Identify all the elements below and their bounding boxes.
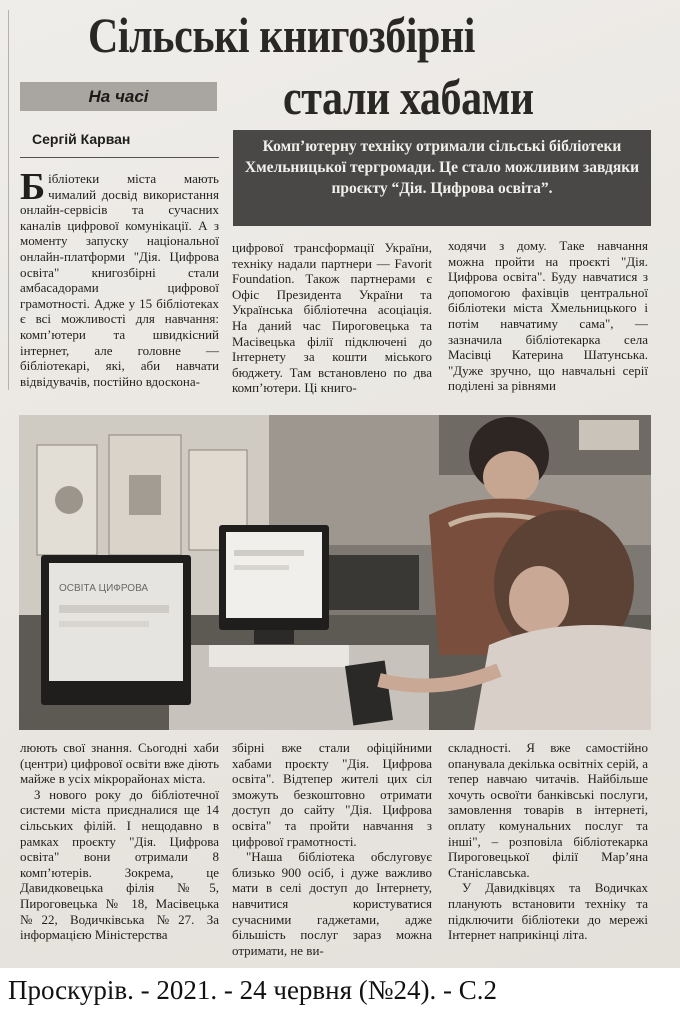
article-column-2-bottom [232,740,432,958]
article-photo [19,415,651,730]
rubric-text: На часі [88,86,149,106]
screen-text: ОСВІТА ЦИФРОВА [59,583,149,594]
column-2-bottom-p1: збірні вже стали офіційними хабами проєкту "Дія. Цифрова освіта". Відтепер жителі цих сіл зможуть безкоштовно отримати доступ до сайту "Дія. Цифрова освіта" та пройти навчання з цифрової грамотності. [232,740,432,849]
article-column-1-top [20,166,219,389]
source-citation: Проскурів. - 2021. - 24 червня (№24). - С.2 [8,975,498,1005]
article-column-3-bottom [448,740,648,943]
article-column-3-top [448,238,648,394]
column-rule [8,10,9,390]
byline-divider [20,157,219,158]
headline-line-1: Сільські книгозбірні [88,7,475,63]
column-1-bottom-p2: З нового року до бібліотечної системи міста приєдналися ще 14 сільських філій. І нещодавно в рамках проєкту "Дія. Цифрова освіта" вони отримали 8 комп’ютерів. Зокрема, це Давидковецька філія №5, Пироговецька № 18, Масівецька №22, Водичківська №27. За інформацією Міністерства [20,786,219,943]
column-1-bottom-p1: люють свої знання. Сьогодні хаби (центри) цифрової освіти вже діють майже в усіх мікрорайонах міста. [20,740,219,787]
article-column-1-bottom [20,740,219,943]
article-column-2-top [232,240,432,396]
headline-line-2: стали хабами [283,69,534,125]
column-3-bottom-p1: складності. Я вже самостійно опанувала декілька освітніх серій, а тепер навчаю читачів. Найбільше хочуть освоїти банківські послуги, замовлення товарів в інтернеті, оплату комунальних послуг та інші", – розповіла бібліотекарка Пироговецької філії Мар’яна Станіславська. [448,740,648,880]
author-byline: Сергій Карван [32,131,131,147]
column-1-top-text: ібліотеки міста мають чималий досвід використання онлайн-сервісів та сучасних каналів цифрової комунікації. А з моменту запуску національної онлайн-платформи "Дія. Цифрова освіта" книгозбірні стали амбасадорами цифрової грамотності. Адже у 15 бібліотеках є всі можливості для навчання: комп’ютери та швидкісний інтернет, але головне — бібліотекарі, які, аби навчати відвідувачів, постійно вдоскона- [20,171,219,389]
lead-box: Комп’ютерну техніку отримали сільські бібліотеки Хмельницької тергромади. Це стало можливим завдяки проєкту “Дія. Цифрова освіта”. [233,130,651,226]
column-3-top-text: ходячи з дому. Таке навчання можна пройти на проєкті "Дія. Цифрова освіта". Буду навчатися з допомогою фахівців центральної бібліотеки міста Хмельницького і потім навчатиму сама", — зазначила бібліотекарка села Масівці Катерина Шатунська. "Дуже зручно, що навчальні серії поділені за рівнями [448,238,648,394]
column-3-bottom-p2: У Давидківцях та Водичках планують встановити техніку та підключити бібліотеки до мережі Інтернет наприкінці літа. [448,880,648,943]
rubric-label [20,82,217,111]
column-2-bottom-p2: "Наша бібліотека обслуговує близько 900 осіб, і дуже важливо мати в селі доступ до Інтернету, навчитися користуватися сучасними гаджетами, адже більшість послуг зараз можна отримати, не ви- [232,849,432,958]
drop-cap: Б [20,166,46,208]
column-2-top-text: цифрової трансформації України, техніку надали партнери — Favorit Foundation. Також партнерами є Офіс Президента України та Українська бібліотечна асоціація. На даний час Пироговецька та Масівецька філії підключені до Інтернету за кошти міського бюджету. Там встановлено по два комп’ютери. Ці книго- [232,240,432,396]
